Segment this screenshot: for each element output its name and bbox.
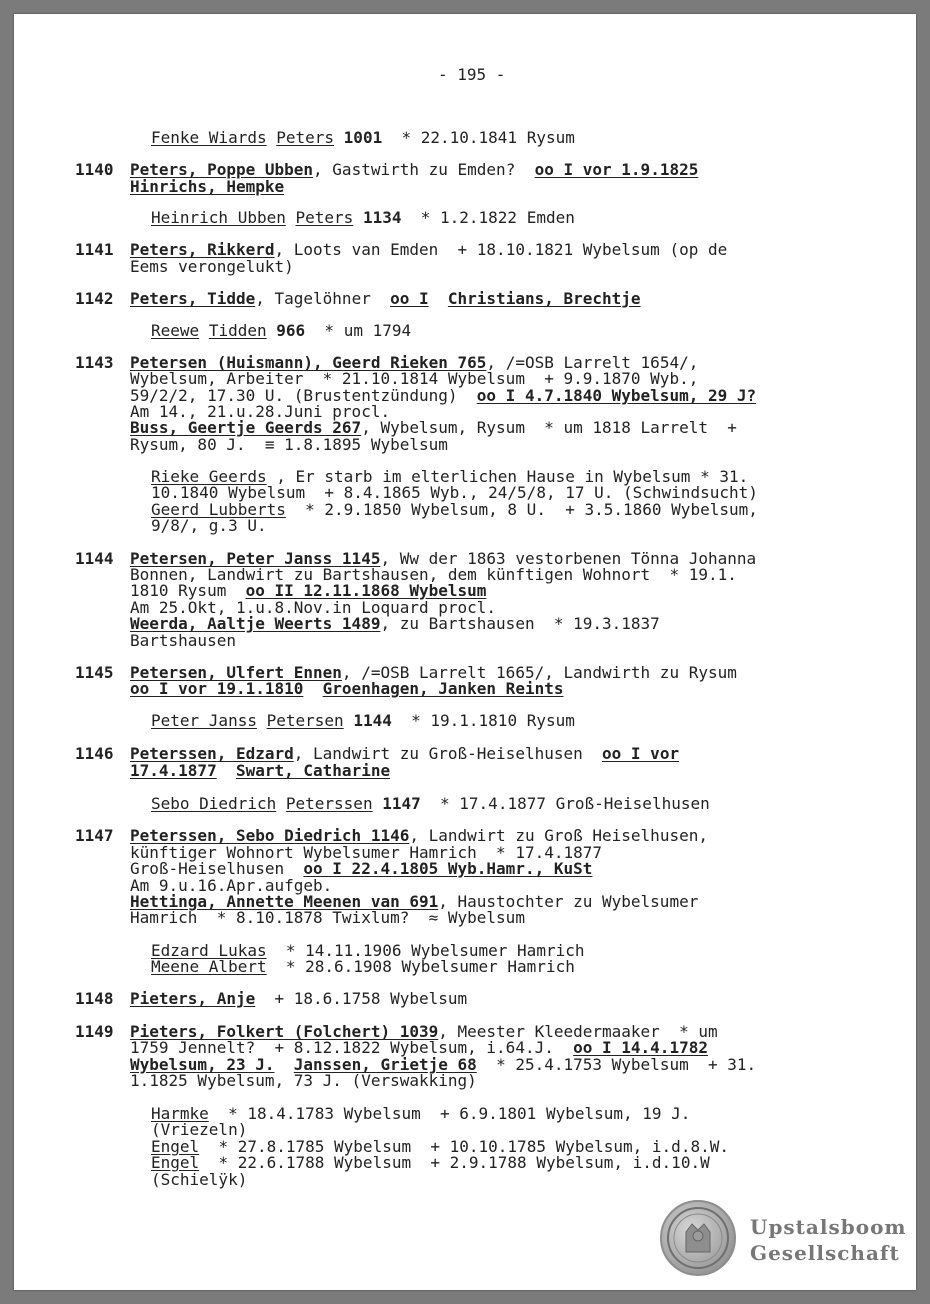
entry-number: 1140 <box>75 160 114 179</box>
person-name: Janssen, Grietje 68 <box>293 1055 477 1074</box>
child-line <box>151 1154 710 1171</box>
entry-text: , Meester Kleedermaaker * um <box>438 1022 718 1041</box>
entry-number: 1144 <box>75 549 114 568</box>
child-line <box>151 712 575 729</box>
child-name: Rieke Geerds <box>151 467 267 486</box>
entry-text: 1.1825 Wybelsum, 73 J. (Verswakking) <box>130 1071 477 1090</box>
child-name: Geerd Lubberts <box>151 500 286 519</box>
entry-line <box>130 436 448 453</box>
person-name: Buss, Geertje Geerds 267 <box>130 418 362 437</box>
person-name: oo I vor 19.1.1810 <box>130 679 304 698</box>
child-name: Peters <box>295 208 354 227</box>
entry-text: * 27.8.1785 Wybelsum + 10.10.1785 Wybelsum, i.d.8.W. <box>199 1137 729 1156</box>
entry-text: * 28.6.1908 Wybelsumer Hamrich <box>266 957 575 976</box>
entry-text: 966 <box>276 321 306 340</box>
person-name: Peters, Poppe Ubben <box>130 160 314 179</box>
person-name: Peters, Tidde <box>130 289 256 308</box>
entry-text: , Gastwirth zu Emden? <box>313 160 535 179</box>
page-number: - 195 - <box>438 65 506 84</box>
person-name: Hinrichs, Hempke <box>130 177 285 196</box>
entry-text: (Schielÿk) <box>151 1170 248 1189</box>
entry-number: 1143 <box>75 353 114 372</box>
entry-text <box>334 128 344 147</box>
entry-line <box>130 241 727 258</box>
entry-line <box>130 370 698 387</box>
entry-line <box>130 615 660 632</box>
entry-text: Am 14., 21.u.28.Juni procl. <box>130 402 391 421</box>
entry-text: 10.1840 Wybelsum + 8.4.1865 Wyb., 24/5/8, 17 U. (Schwindsucht) <box>151 483 758 502</box>
person-name: Wybelsum, 23 J. <box>130 1055 275 1074</box>
child-line <box>151 1171 247 1188</box>
entry-text: 59/2/2, 17.30 U. (Brustentzündung) <box>130 386 477 405</box>
entry-text <box>353 208 363 227</box>
entry-text: Bartshausen <box>130 631 236 650</box>
child-line <box>151 958 575 975</box>
entry-number: 1146 <box>75 744 114 763</box>
entry-text: * 17.4.1877 Groß-Heiselhusen <box>420 794 710 813</box>
entry-text: 1134 <box>362 208 402 227</box>
person-name: oo I 22.4.1805 Wyb.Hamr., KuSt <box>303 859 593 878</box>
entry-text: , Ww der 1863 vestorbenen Tönna Johanna <box>380 549 757 568</box>
society-logo-text <box>750 1214 907 1266</box>
entry-text <box>267 321 277 340</box>
entry-line <box>130 680 563 697</box>
person-name: 17.4.1877 <box>130 761 217 780</box>
entry-text: , zu Bartshausen * 19.3.1837 <box>380 614 660 633</box>
entry-text: 1144 <box>353 711 392 730</box>
entry-line <box>130 762 390 779</box>
entry-text <box>344 711 354 730</box>
child-line <box>151 129 575 146</box>
person-name: oo I vor 1.9.1825 <box>534 160 699 179</box>
entry-line <box>130 419 737 436</box>
entry-line <box>130 290 641 307</box>
entry-text <box>303 679 322 698</box>
entry-text: , Loots van Emden + 18.10.1821 Wybelsum (op de <box>274 240 728 259</box>
entry-number: 1141 <box>75 240 114 259</box>
child-name: Engel <box>151 1153 200 1172</box>
entry-text: , /=OSB Larrelt 1665/, Landwirth zu Rysum <box>341 663 737 682</box>
person-name: Peterssen, Edzard <box>130 744 294 763</box>
entry-text: , Landwirt zu Groß-Heiselhusen <box>293 744 603 763</box>
entry-text: (Vriezeln) <box>151 1120 248 1139</box>
logo-line-2: Gesellschaft <box>750 1241 900 1265</box>
person-name: Petersen, Peter Janss 1145 <box>130 549 381 568</box>
child-name: Harmke <box>151 1104 209 1123</box>
entry-line <box>130 161 698 178</box>
child-line <box>151 322 411 339</box>
entry-text: 1147 <box>382 794 421 813</box>
entry-line <box>130 632 236 649</box>
entry-number: 1149 <box>75 1022 114 1041</box>
child-line <box>151 1121 247 1138</box>
entry-text: Wybelsum, Arbeiter * 21.10.1814 Wybelsum + 9.9.1870 Wyb., <box>130 369 699 388</box>
child-line <box>151 209 575 226</box>
entry-text: künftiger Wohnort Wybelsumer Hamrich * 17.4.1877 <box>130 843 603 862</box>
child-name: Heinrich Ubben <box>151 208 286 227</box>
entry-text: Hamrich * 8.10.1878 Twixlum? ≈ Wybelsum <box>130 908 525 927</box>
entry-text: , Haustochter zu Wybelsumer <box>438 892 699 911</box>
entry-line <box>130 1072 477 1089</box>
entry-text: Eems verongelukt) <box>130 257 294 276</box>
entry-text: * 22.6.1788 Wybelsum + 2.9.1788 Wybelsum, i.d.10.W <box>199 1153 710 1172</box>
logo-line-1: Upstalsboom <box>750 1215 907 1239</box>
child-name: Fenke Wiards <box>151 128 267 147</box>
child-line <box>151 484 758 501</box>
person-name: Christians, Brechtje <box>447 289 641 308</box>
person-name: Groenhagen, Janken Reints <box>322 679 564 698</box>
entry-text: 1810 Rysum <box>130 581 246 600</box>
person-name: oo I 4.7.1840 Wybelsum, 29 J? <box>476 386 757 405</box>
person-name: Weerda, Aaltje Weerts 1489 <box>130 614 381 633</box>
entry-text <box>257 711 267 730</box>
entry-number: 1147 <box>75 826 114 845</box>
person-name: Peters, Rikkerd <box>130 240 275 259</box>
child-name: Meene Albert <box>151 957 267 976</box>
entry-text: + 18.6.1758 Wybelsum <box>255 989 468 1008</box>
entry-number: 1142 <box>75 289 114 308</box>
person-name: Peterssen, Sebo Diedrich 1146 <box>130 826 410 845</box>
entry-text: , Er starb im elterlichen Hause in Wybelsum * 31. <box>266 467 749 486</box>
entry-text <box>373 794 383 813</box>
entry-text: * 2.9.1850 Wybelsum, 8 U. + 3.5.1860 Wybelsum, <box>285 500 758 519</box>
child-name: Peters <box>276 128 335 147</box>
child-name: Reewe <box>151 321 200 340</box>
entry-text: * 18.4.1783 Wybelsum + 6.9.1801 Wybelsum, 19 J. <box>208 1104 691 1123</box>
entry-text: , /=OSB Larrelt 1654/, <box>486 353 699 372</box>
entry-text <box>286 208 296 227</box>
person-name: Pieters, Folkert (Folchert) 1039 <box>130 1022 439 1041</box>
entry-text <box>429 289 448 308</box>
entry-text: * 14.11.1906 Wybelsumer Hamrich <box>266 941 585 960</box>
entry-text: * 1.2.1822 Emden <box>401 208 575 227</box>
entry-line <box>130 745 679 762</box>
seal-logo <box>660 1200 736 1276</box>
entry-text: * 25.4.1753 Wybelsum + 31. <box>476 1055 757 1074</box>
entry-text: Groß-Heiselhusen <box>130 859 304 878</box>
entry-text: * 19.1.1810 Rysum <box>391 711 575 730</box>
entry-number: 1145 <box>75 663 114 682</box>
child-line <box>151 517 267 534</box>
entry-line <box>130 990 467 1007</box>
entry-line <box>130 1039 708 1056</box>
entry-text <box>276 794 286 813</box>
entry-line <box>130 582 486 599</box>
entry-text: , Wybelsum, Rysum * um 1818 Larrelt + <box>361 418 737 437</box>
entry-text: Am 9.u.16.Apr.aufgeb. <box>130 876 333 895</box>
entry-text <box>267 128 277 147</box>
entry-text: Am 25.Okt, 1.u.8.Nov.in Loquard procl. <box>130 598 497 617</box>
person-name: Petersen, Ulfert Ennen <box>130 663 342 682</box>
child-name: Peter Janss <box>151 711 257 730</box>
document-page <box>14 14 916 1290</box>
person-name: oo I 14.4.1782 <box>573 1038 708 1057</box>
entry-line <box>130 909 525 926</box>
entry-text: , Landwirt zu Groß Heiselhusen, <box>409 826 708 845</box>
entry-line <box>130 827 708 844</box>
person-name: oo I <box>390 289 429 308</box>
child-name: Petersen <box>266 711 344 730</box>
entry-text: , Tagelöhner <box>255 289 391 308</box>
entry-line <box>130 178 284 195</box>
child-line <box>151 795 710 812</box>
person-name: oo I vor <box>602 744 680 763</box>
entry-line <box>130 258 294 275</box>
child-name: Peterssen <box>285 794 373 813</box>
entry-text: * um 1794 <box>305 321 412 340</box>
person-name: oo II 12.11.1868 Wybelsum <box>245 581 487 600</box>
entry-number: 1148 <box>75 989 114 1008</box>
person-name: Hettinga, Annette Meenen van 691 <box>130 892 439 911</box>
entry-text <box>199 321 209 340</box>
child-name: Edzard Lukas <box>151 941 267 960</box>
person-name: Swart, Catharine <box>235 761 391 780</box>
entry-line <box>130 860 592 877</box>
entry-text: 9/8/, g.3 U. <box>151 516 267 535</box>
entry-text: Bonnen, Landwirt zu Bartshausen, dem künftigen Wohnort * 19.1. <box>130 565 737 584</box>
person-name: Pieters, Anje <box>130 989 256 1008</box>
person-name: Petersen (Huismann), Geerd Rieken 765 <box>130 353 487 372</box>
entry-text: Rysum, 80 J. ≡ 1.8.1895 Wybelsum <box>130 435 448 454</box>
entry-text: 1001 <box>343 128 383 147</box>
child-name: Engel <box>151 1137 200 1156</box>
child-name: Tidden <box>208 321 267 340</box>
entry-text <box>217 761 236 780</box>
entry-text: 1759 Jennelt? + 8.12.1822 Wybelsum, i.64.J. <box>130 1038 574 1057</box>
child-name: Sebo Diedrich <box>151 794 277 813</box>
entry-text: * 22.10.1841 Rysum <box>382 128 575 147</box>
